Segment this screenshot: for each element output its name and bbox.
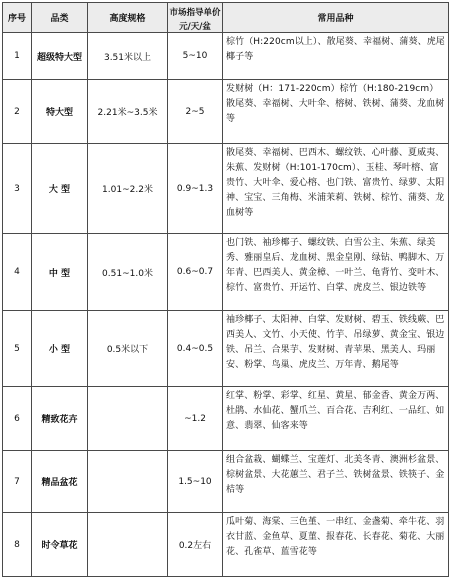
table-row: [3, 451, 449, 513]
row-size: 3.51米以上: [88, 33, 168, 80]
row-seq: 6: [3, 387, 32, 451]
row-plants: 散尾葵、幸福树、巴西木、螺纹铁、心叶藤、夏威夷、朱蕉、发财树（H:101-170cm）、玉桂、琴叶榕、富贵竹、大叶伞、爱心榕、也门铁、富贵竹、绿萝、太阳神、宝宝、三角梅、米浦茉莉、铁树、棕竹、蒲葵、龙血树等: [223, 144, 449, 234]
row-price: 0.2左右: [168, 513, 223, 577]
table-row: [3, 80, 449, 144]
row-plants: 棕竹（H:220cm以上）、散尾葵、幸福树、蒲葵、虎尾椰子等: [223, 33, 449, 80]
table-row: [3, 387, 449, 451]
row-size: 0.5米以下: [88, 311, 168, 387]
plant-rental-table: [2, 2, 449, 577]
row-plants: 发财树（H：171-220cm）棕竹（H:180-219cm）散尾葵、幸福树、大叶伞、榕树、铁树、蒲葵、龙血树等: [223, 80, 449, 144]
row-seq: 3: [3, 144, 32, 234]
row-price: 0.4~0.5: [168, 311, 223, 387]
row-plants: 瓜叶菊、海棠、三色堇、一串红、金盏菊、牵牛花、羽衣甘蓝、金鱼草、夏菫、报春花、长春花、菊花、大丽花、孔雀草、蓝雪花等: [223, 513, 449, 577]
header-seq: 序号: [3, 3, 32, 33]
row-category: 超级特大型: [32, 33, 88, 80]
row-price: 2~5: [168, 80, 223, 144]
row-seq: 5: [3, 311, 32, 387]
row-plants: 袖珍椰子、太阳神、白掌、发财树、碧玉、铁线蕨、巴西美人、文竹、小天使、竹芋、吊绿萝、黄金宝、银边铁、吊兰、合果芋、发财树、青苹果、黑美人、玛丽安、粉掌、鸟巢、虎皮兰、万年青、鹅尾等: [223, 311, 449, 387]
header-category: 品类: [32, 3, 88, 33]
row-plants: 组合盆栽、蝴蝶兰、宝莲灯、北美冬青、澳洲杉盆景、棕树盆景、大花蕙兰、君子兰、铁树盆景、铁筷子、金桔等: [223, 451, 449, 513]
table-row: [3, 33, 449, 80]
table-row: [3, 513, 449, 577]
table-row: [3, 234, 449, 311]
row-size: [88, 513, 168, 577]
row-seq: 7: [3, 451, 32, 513]
row-seq: 4: [3, 234, 32, 311]
row-size: 0.51~1.0米: [88, 234, 168, 311]
row-price: 5~10: [168, 33, 223, 80]
row-price: 0.9~1.3: [168, 144, 223, 234]
row-category: 大 型: [32, 144, 88, 234]
row-category: 特大型: [32, 80, 88, 144]
row-price: 1.5~10: [168, 451, 223, 513]
row-category: 精品盆花: [32, 451, 88, 513]
row-price: 0.6~0.7: [168, 234, 223, 311]
row-seq: 8: [3, 513, 32, 577]
row-seq: 2: [3, 80, 32, 144]
row-plants: 红掌、粉掌、彩掌、红星、黄星、郁金香、黄金万两、杜鹃、水仙花、蟹爪兰、百合花、吉利红、一品红、如意、翡翠、仙客来等: [223, 387, 449, 451]
row-size: 1.01~2.2米: [88, 144, 168, 234]
row-seq: 1: [3, 33, 32, 80]
row-plants: 也门铁、袖珍椰子、螺纹铁、白雪公主、朱蕉、绿美秀、雅丽皇后、龙血树、黑金皇刚、绿钻、鸭脚木、万年青、巴西美人、黄金樟、一叶兰、龟背竹、变叶木、棕竹、富贵竹、开运竹、白掌、虎皮兰、银边铁等: [223, 234, 449, 311]
header-common: 常用品种: [223, 3, 449, 33]
row-category: 中 型: [32, 234, 88, 311]
header-row: [3, 3, 449, 21]
row-category: 小 型: [32, 311, 88, 387]
row-price: ~1.2: [168, 387, 223, 451]
header-price-unit: 元/天/盆: [168, 20, 223, 33]
header-price-title: 市场指导单价: [168, 3, 223, 21]
header-size: 高度规格: [88, 3, 168, 33]
row-size: 2.21米~3.5米: [88, 80, 168, 144]
row-category: 时令草花: [32, 513, 88, 577]
row-size: [88, 387, 168, 451]
table-row: [3, 311, 449, 387]
table-row: [3, 144, 449, 234]
row-category: 精致花卉: [32, 387, 88, 451]
row-size: [88, 451, 168, 513]
